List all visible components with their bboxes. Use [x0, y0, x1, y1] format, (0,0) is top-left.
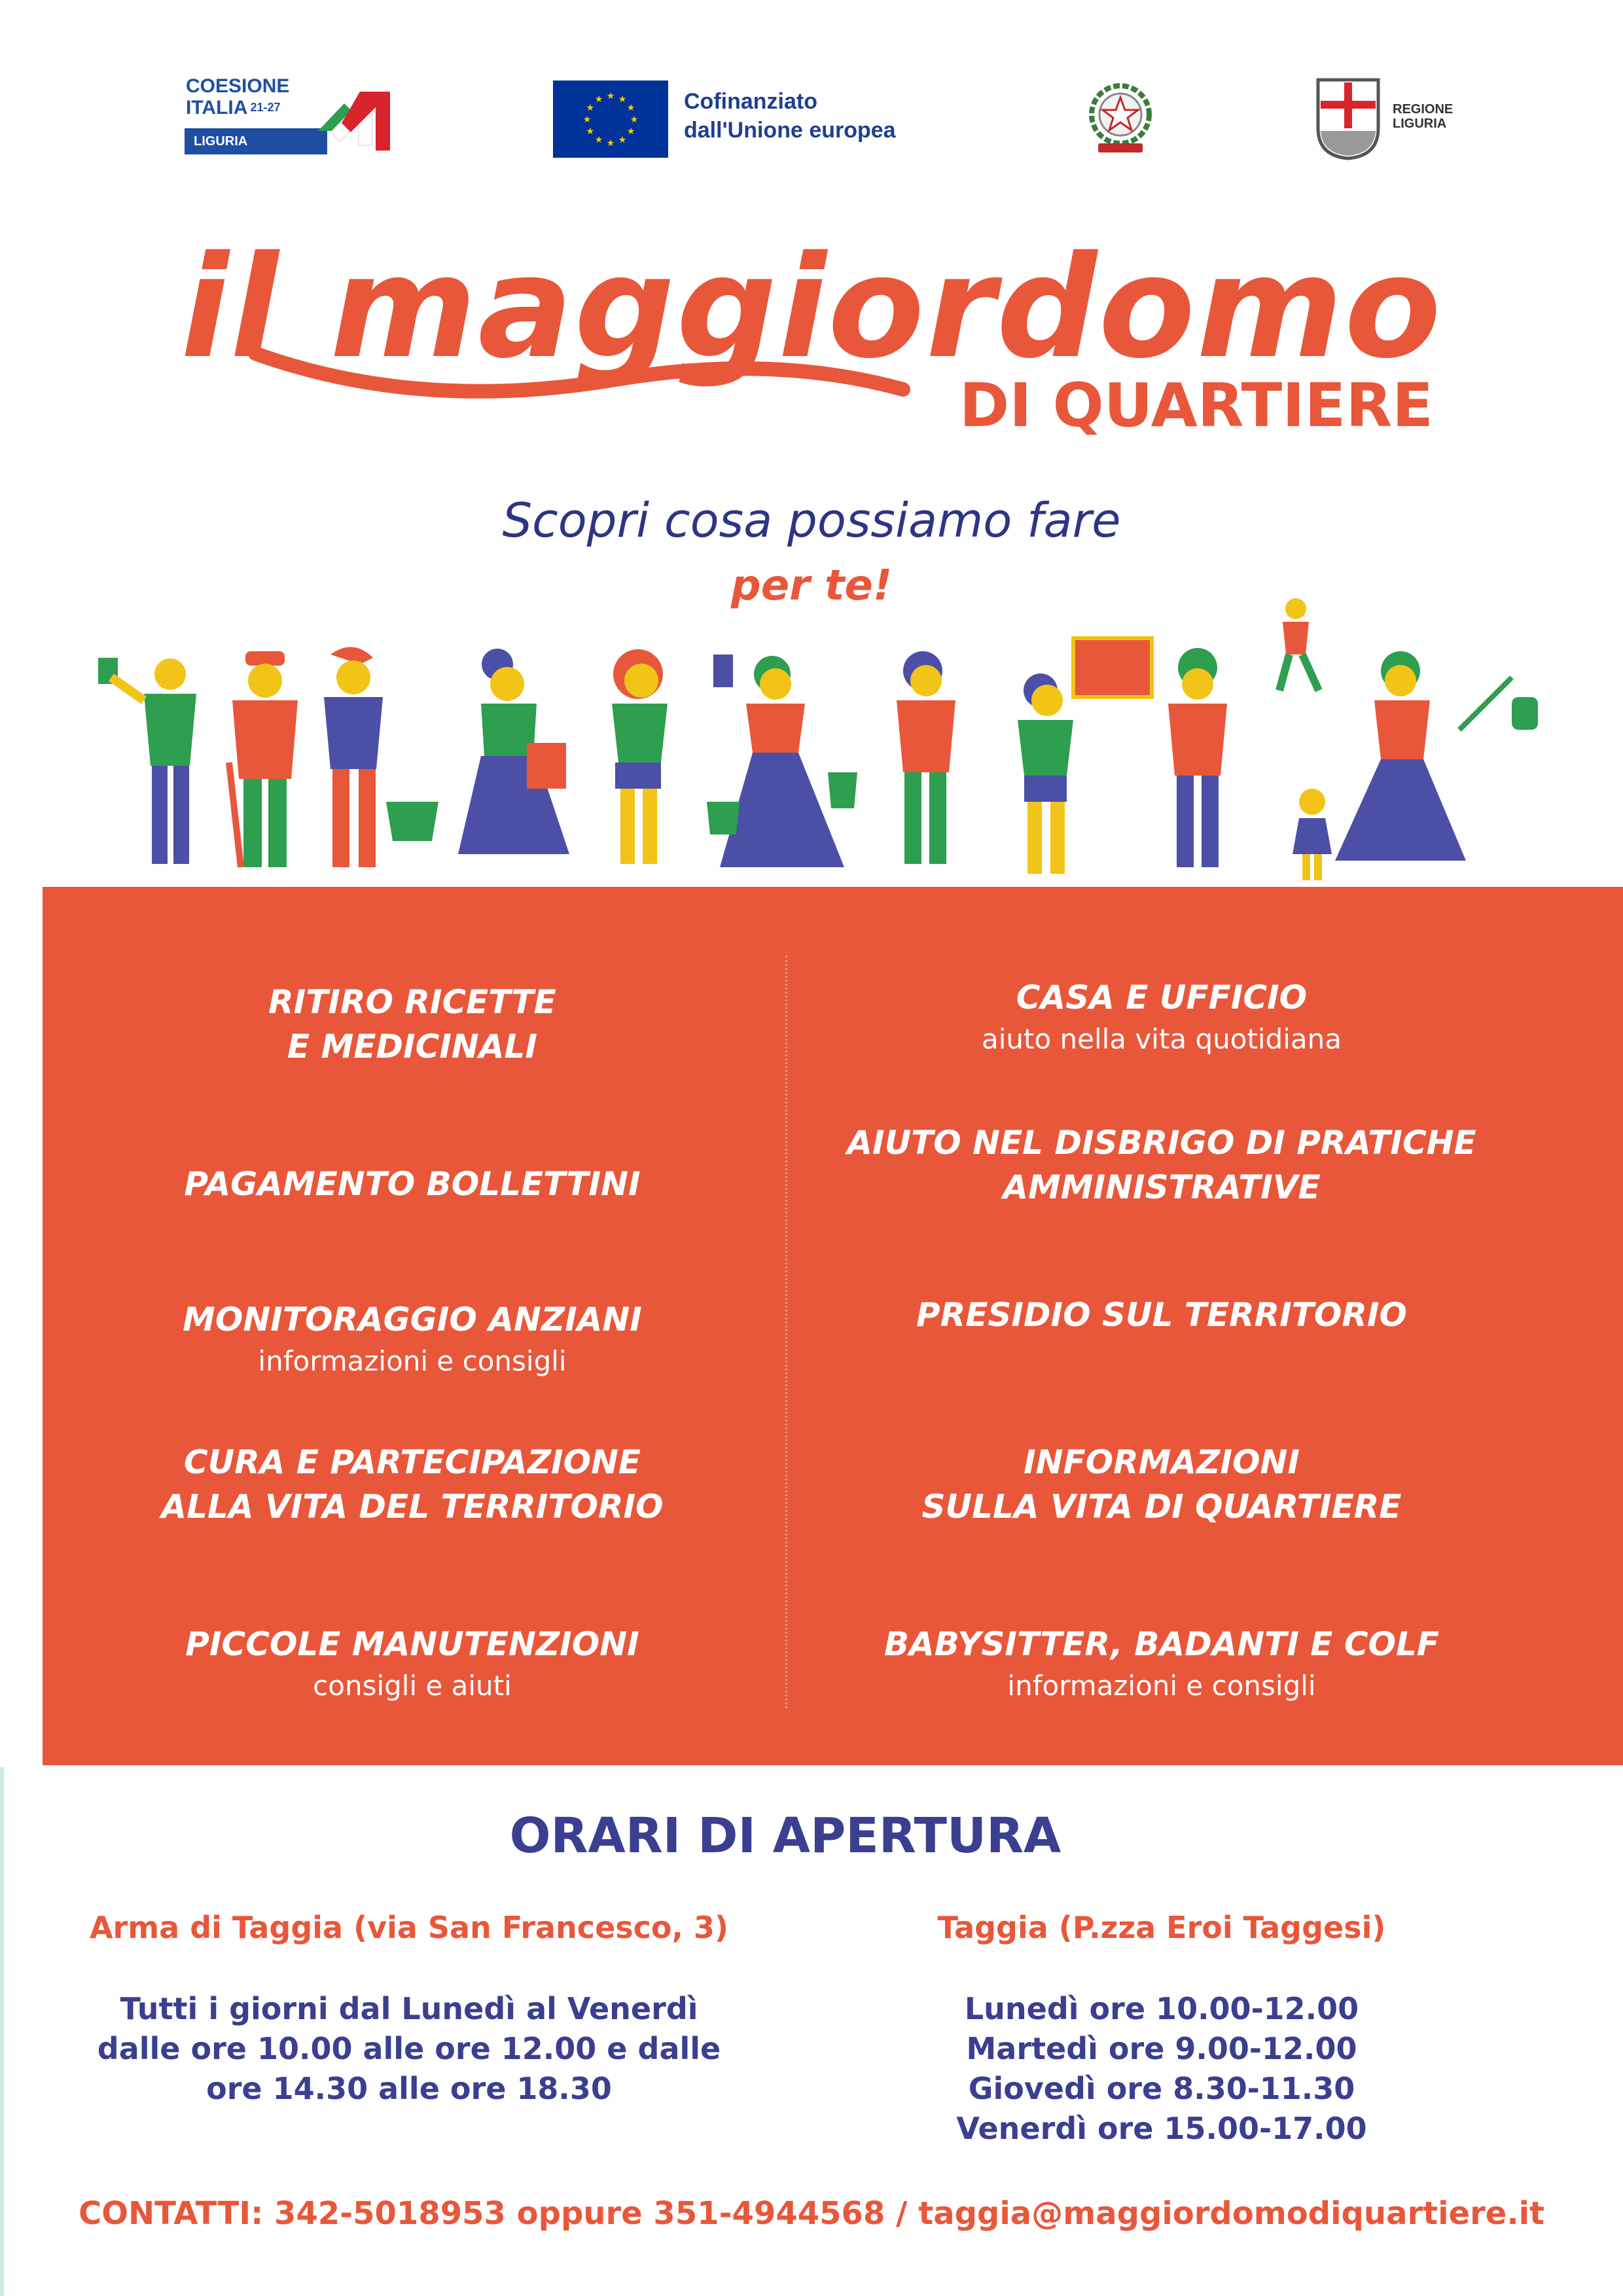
services-divider: [785, 956, 787, 1708]
service-subtitle: informazioni e consigli: [1007, 1670, 1316, 1702]
liguria-shield-icon: [1315, 77, 1381, 161]
coesione-region: LIGURIA: [185, 128, 327, 154]
eu-star-icon: ★: [626, 126, 635, 137]
service-title: RITIRO RICETTE: [268, 983, 556, 1021]
taggia-location: Taggia (P.zza Eroi Taggesi): [937, 1910, 1386, 1945]
person-illustration-11: [1335, 651, 1538, 861]
person-illustration-6: [707, 656, 857, 867]
page-subtitle: DI QUARTIERE: [959, 370, 1433, 440]
eu-star-icon: ★: [594, 94, 603, 105]
person-illustration-4: [458, 649, 569, 854]
taggia-hours-line: Lunedì ore 10.00-12.00: [964, 1991, 1359, 2026]
service-title-line2: AMMINISTRATIVE: [1003, 1168, 1321, 1206]
eu-star-icon: ★: [606, 91, 615, 101]
tricolor-arrow-icon: [312, 85, 397, 157]
person-illustration-7: [897, 651, 955, 864]
liguria-line1: REGIONE: [1393, 102, 1454, 117]
coesione-line2: ITALIA: [186, 97, 248, 118]
person-illustration-1: [98, 658, 196, 864]
service-subtitle: informazioni e consigli: [258, 1345, 567, 1377]
eu-flag-icon: [553, 81, 668, 158]
arma-location: Arma di Taggia (via San Francesco, 3): [89, 1910, 729, 1945]
service-title: INFORMAZIONI: [1024, 1443, 1300, 1481]
coesione-years: 21-27: [250, 101, 281, 114]
eu-star-icon: ★: [618, 135, 627, 146]
taggia-hours-line: Giovedì ore 8.30-11.30: [968, 2071, 1355, 2106]
coesione-text: [186, 76, 289, 118]
eu-star-icon: ★: [594, 135, 603, 146]
eu-star-icon: ★: [586, 103, 595, 113]
service-title: AIUTO NEL DISBRIGO DI PRATICHE: [847, 1124, 1476, 1162]
eu-star-icon: ★: [582, 115, 592, 125]
italian-republic-emblem-icon: [1080, 75, 1162, 160]
hours-title: ORARI DI APERTURA: [509, 1808, 1061, 1864]
title-swirl-decoration: [249, 340, 936, 412]
service-title-line2: E MEDICINALI: [287, 1028, 537, 1066]
eu-star-icon: ★: [630, 115, 639, 125]
service-subtitle: consigli e aiuti: [313, 1670, 512, 1702]
service-title: CASA E UFFICIO: [1016, 978, 1308, 1016]
service-presidio: [802, 1293, 1522, 1337]
service-title: PRESIDIO SUL TERRITORIO: [916, 1296, 1407, 1334]
tagline-accent: per te!: [730, 562, 893, 610]
service-title-line2: ALLA VITA DEL TERRITORIO: [161, 1488, 664, 1526]
service-title: MONITORAGGIO ANZIANI: [183, 1300, 642, 1338]
person-illustration-9: [1168, 648, 1227, 867]
person-illustration-8: [1018, 638, 1152, 874]
person-illustration-2: [229, 651, 298, 867]
arma-hours-block: [52, 1908, 766, 2109]
coesione-italia-logo: [183, 72, 399, 164]
arma-hours-line: Tutti i giorni dal Lunedì al Venerdì: [120, 1991, 698, 2026]
liguria-line2: LIGURIA: [1393, 117, 1447, 131]
service-prescriptions: [52, 980, 772, 1069]
service-title-line2: SULLA VITA DI QUARTIERE: [921, 1488, 1402, 1526]
service-community: [52, 1440, 772, 1529]
person-illustration-3: [324, 647, 438, 867]
taggia-hours-line: Venerdì ore 15.00-17.00: [956, 2111, 1367, 2146]
eu-line2: dall'Unione europea: [684, 118, 896, 143]
service-paperwork: [802, 1121, 1522, 1210]
page-title: il maggiordomo: [181, 225, 1442, 389]
eu-line1: Cofinanziato: [684, 89, 817, 114]
coesione-line1: COESIONE: [186, 75, 290, 97]
taggia-hours-line: Martedì ore 9.00-12.00: [966, 2031, 1357, 2066]
service-elderly-monitoring: [52, 1297, 772, 1381]
service-title: BABYSITTER, BADANTI E COLF: [883, 1625, 1440, 1663]
liguria-text: [1393, 102, 1453, 131]
eu-star-icon: ★: [586, 126, 595, 137]
service-maintenance: [52, 1622, 772, 1706]
service-neighborhood-info: [802, 1440, 1522, 1529]
regione-liguria-logo: [1315, 77, 1472, 161]
service-title: PICCOLE MANUTENZIONI: [185, 1625, 639, 1663]
service-babysitter: [802, 1622, 1522, 1706]
taggia-hours-block: [812, 1908, 1512, 2149]
service-bills: [52, 1162, 772, 1206]
tagline: Scopri cosa possiamo fare: [502, 493, 1121, 548]
eu-star-icon: ★: [606, 138, 615, 149]
service-title: PAGAMENTO BOLLETTINI: [184, 1165, 641, 1203]
service-subtitle: aiuto nella vita quotidiana: [981, 1023, 1342, 1055]
eu-star-icon: ★: [618, 94, 627, 105]
contacts-line: CONTATTI: 342-5018953 oppure 351-4944568 / taggia@maggiordomodiquartiere.it: [79, 2195, 1544, 2232]
eu-cofinanced-logo: [553, 81, 933, 158]
service-title: CURA E PARTECIPAZIONE: [183, 1443, 641, 1481]
eu-star-icon: ★: [626, 103, 635, 113]
service-home-office: [802, 975, 1522, 1059]
person-illustration-10: [1279, 598, 1332, 880]
arma-hours-line: ore 14.30 alle ore 18.30: [206, 2071, 612, 2106]
arma-hours-line: dalle ore 10.00 alle ore 12.00 e dalle: [97, 2031, 721, 2066]
people-illustration: [72, 592, 1571, 890]
eu-text: [684, 87, 896, 145]
